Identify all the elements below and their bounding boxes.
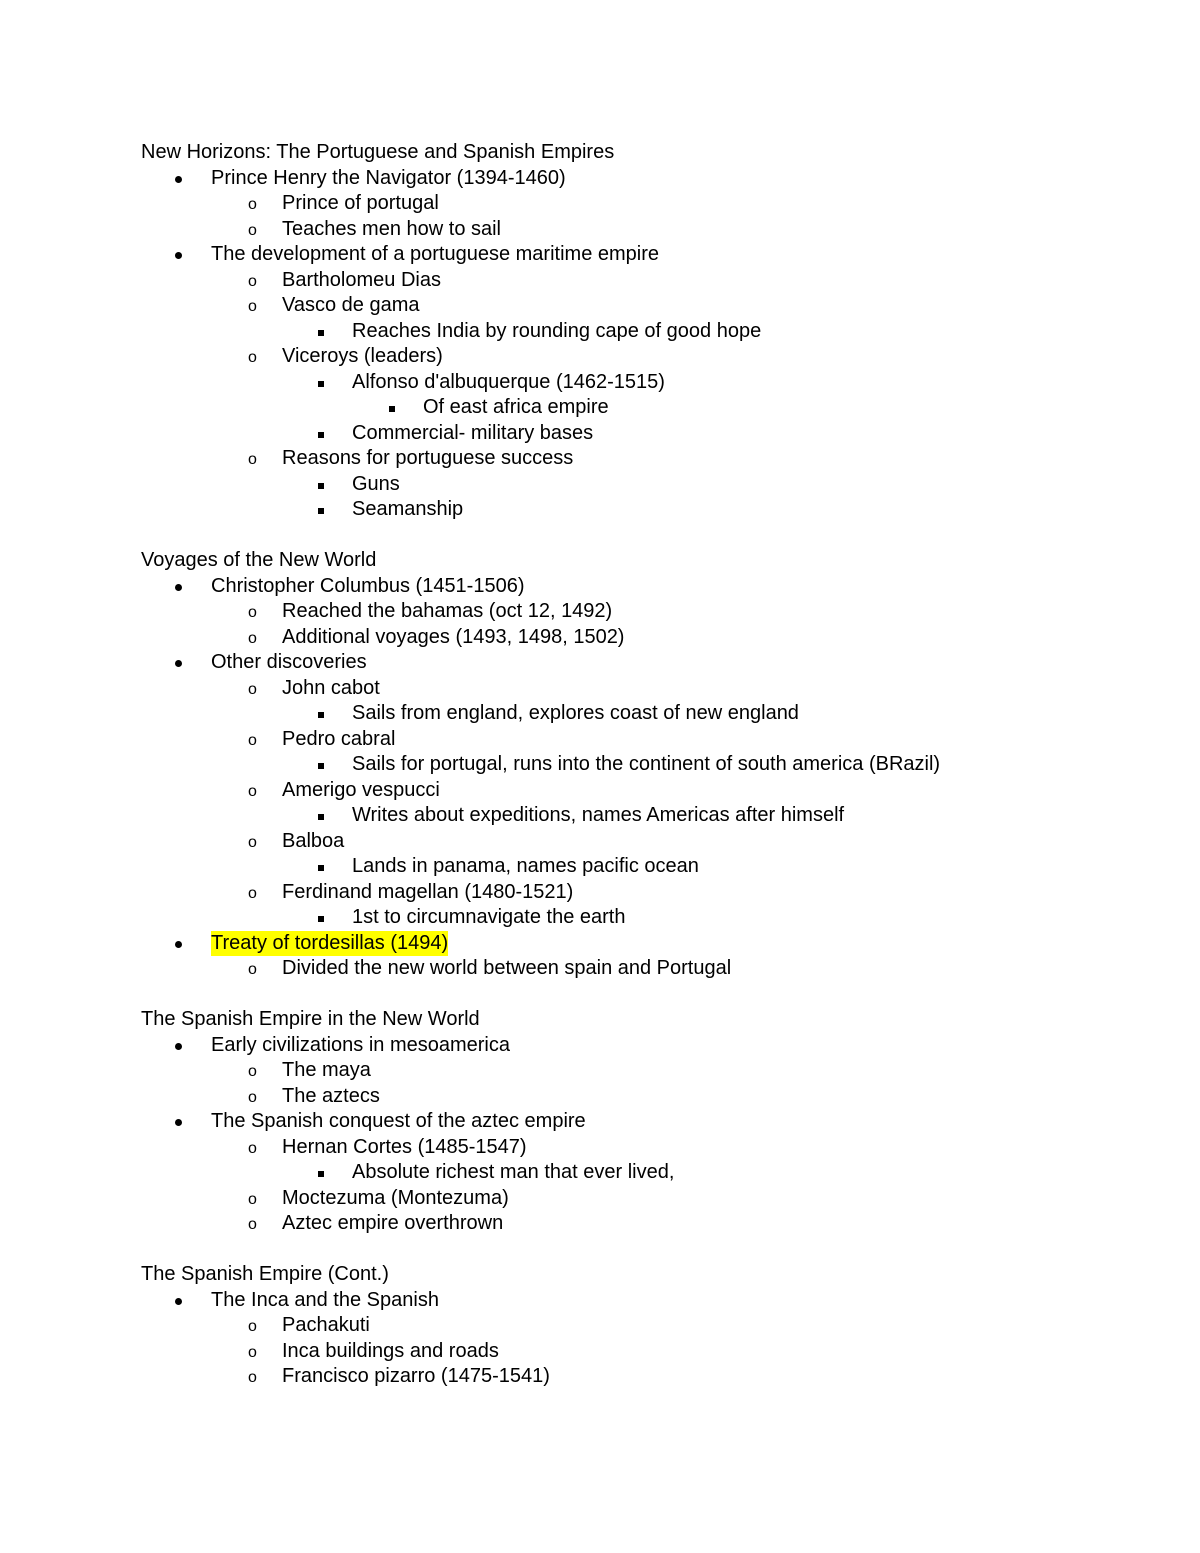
item-text: Reasons for portuguese success — [282, 447, 574, 469]
circle-bullet-icon: o — [248, 1088, 257, 1106]
item-text: The aztecs — [282, 1084, 380, 1107]
list-item — [141, 956, 1141, 982]
list-item — [141, 1058, 1141, 1084]
square-bullet-icon — [318, 330, 324, 336]
list-item — [141, 1084, 1141, 1110]
blank-line — [141, 523, 1141, 549]
item-text: Divided the new world between spain and Portugal — [282, 957, 732, 979]
document-body — [141, 140, 1141, 1390]
list-item — [141, 701, 1141, 727]
item-text: Aztec empire overthrown — [282, 1212, 504, 1234]
bullet-icon — [175, 1119, 182, 1126]
section-heading — [141, 140, 1141, 166]
item-text: Prince Henry the Navigator (1394-1460) — [211, 166, 566, 189]
item-text: John cabot — [282, 676, 380, 699]
circle-bullet-icon: o — [248, 196, 257, 213]
item-text: Moctezuma (Montezuma) — [282, 1186, 509, 1209]
circle-bullet-icon: o — [248, 604, 257, 621]
list-item — [141, 854, 1141, 880]
bullet-icon — [175, 1298, 182, 1305]
item-text: The Spanish conquest of the aztec empire — [211, 1110, 586, 1132]
circle-bullet-icon: o — [248, 451, 257, 468]
circle-bullet-icon: o — [248, 1369, 257, 1386]
item-text: Sails for portugal, runs into the continent of south america (BRazil) — [352, 753, 941, 775]
list-item — [141, 1339, 1141, 1365]
list-item — [141, 599, 1141, 625]
list-item — [141, 727, 1141, 753]
item-text: Hernan Cortes (1485-1547) — [282, 1135, 527, 1158]
item-text: Seamanship — [352, 498, 464, 520]
list-item — [141, 931, 1141, 957]
blank-line — [141, 982, 1141, 1008]
list-item — [141, 574, 1141, 600]
section-heading — [141, 1007, 1141, 1033]
bullet-icon — [175, 252, 182, 259]
list-item — [141, 344, 1141, 370]
item-text: Pachakuti — [282, 1314, 370, 1336]
item-text: The development of a portuguese maritime empire — [211, 243, 660, 265]
list-item — [141, 166, 1141, 192]
circle-bullet-icon: o — [248, 884, 257, 902]
heading-text: The Spanish Empire in the New World — [141, 1008, 480, 1030]
list-item — [141, 1186, 1141, 1212]
heading-text: The Spanish Empire (Cont.) — [141, 1263, 389, 1285]
item-text: Bartholomeu Dias — [282, 268, 441, 291]
list-item — [141, 472, 1141, 498]
item-text: Pedro cabral — [282, 727, 396, 750]
square-bullet-icon — [318, 432, 324, 438]
list-item — [141, 829, 1141, 855]
item-text: Commercial- military bases — [352, 421, 594, 444]
list-item — [141, 242, 1141, 268]
list-item — [141, 319, 1141, 345]
list-item — [141, 268, 1141, 294]
item-text: Amerigo vespucci — [282, 778, 440, 801]
bullet-icon — [175, 584, 182, 591]
square-bullet-icon — [318, 814, 324, 820]
circle-bullet-icon: o — [248, 1318, 257, 1335]
list-item — [141, 1160, 1141, 1186]
list-item — [141, 1211, 1141, 1237]
list-item — [141, 1288, 1141, 1314]
heading-text: Voyages of the New World — [141, 549, 377, 571]
item-text: Lands in panama, names pacific ocean — [352, 855, 699, 877]
list-item — [141, 905, 1141, 931]
item-text: Sails from england, explores coast of new england — [352, 702, 799, 724]
list-item — [141, 880, 1141, 906]
list-item — [141, 1109, 1141, 1135]
circle-bullet-icon: o — [248, 1216, 257, 1233]
item-text: Other discoveries — [211, 651, 367, 673]
list-item — [141, 217, 1141, 243]
circle-bullet-icon: o — [248, 221, 257, 239]
item-text: Alfonso d'albuquerque (1462-1515) — [352, 370, 665, 393]
item-text: Balboa — [282, 829, 345, 852]
square-bullet-icon — [318, 381, 324, 387]
circle-bullet-icon: o — [248, 833, 257, 851]
bullet-icon — [175, 660, 182, 667]
list-item — [141, 370, 1141, 396]
square-bullet-icon — [318, 1171, 324, 1177]
square-bullet-icon — [318, 483, 324, 489]
bullet-icon — [175, 1043, 182, 1050]
list-item — [141, 1033, 1141, 1059]
item-text: Prince of portugal — [282, 192, 439, 214]
square-bullet-icon — [318, 916, 324, 922]
item-text: Of east africa empire — [423, 396, 609, 418]
section-heading — [141, 548, 1141, 574]
circle-bullet-icon: o — [248, 298, 257, 315]
list-item — [141, 650, 1141, 676]
list-item — [141, 625, 1141, 651]
item-text: Christopher Columbus (1451-1506) — [211, 574, 525, 597]
item-text: Francisco pizarro (1475-1541) — [282, 1365, 550, 1387]
list-item — [141, 446, 1141, 472]
list-item — [141, 778, 1141, 804]
item-text: Additional voyages (1493, 1498, 1502) — [282, 625, 625, 648]
circle-bullet-icon: o — [248, 782, 257, 800]
circle-bullet-icon: o — [248, 680, 257, 698]
list-item — [141, 293, 1141, 319]
list-item — [141, 191, 1141, 217]
item-text: Reached the bahamas (oct 12, 1492) — [282, 600, 613, 622]
item-text: Absolute richest man that ever lived, — [352, 1161, 675, 1183]
item-text: Treaty of tordesillas (1494) — [211, 931, 448, 957]
list-item — [141, 1135, 1141, 1161]
list-item — [141, 676, 1141, 702]
circle-bullet-icon: o — [248, 961, 257, 978]
circle-bullet-icon: o — [248, 1063, 257, 1080]
circle-bullet-icon: o — [248, 1190, 257, 1208]
bullet-icon — [175, 941, 182, 948]
item-text: The maya — [282, 1059, 371, 1081]
item-text: Teaches men how to sail — [282, 217, 502, 240]
item-text: Viceroys (leaders) — [282, 345, 443, 367]
circle-bullet-icon: o — [248, 1139, 257, 1157]
blank-line — [141, 1237, 1141, 1263]
square-bullet-icon — [318, 508, 324, 514]
item-text: 1st to circumnavigate the earth — [352, 906, 626, 928]
square-bullet-icon — [389, 406, 395, 412]
circle-bullet-icon: o — [248, 629, 257, 647]
list-item — [141, 752, 1141, 778]
circle-bullet-icon: o — [248, 272, 257, 290]
item-text: Writes about expeditions, names Americas after himself — [352, 804, 845, 826]
circle-bullet-icon: o — [248, 1343, 257, 1361]
section-heading — [141, 1262, 1141, 1288]
item-text: Inca buildings and roads — [282, 1339, 499, 1362]
square-bullet-icon — [318, 763, 324, 769]
item-text: Vasco de gama — [282, 294, 420, 316]
square-bullet-icon — [318, 712, 324, 718]
square-bullet-icon — [318, 865, 324, 871]
list-item — [141, 803, 1141, 829]
item-text: Reaches India by rounding cape of good hope — [352, 319, 762, 342]
bullet-icon — [175, 176, 182, 183]
list-item — [141, 421, 1141, 447]
list-item — [141, 1313, 1141, 1339]
list-item — [141, 395, 1141, 421]
item-text: Guns — [352, 472, 400, 495]
heading-text: New Horizons: The Portuguese and Spanish Empires — [141, 141, 615, 163]
item-text: Early civilizations in mesoamerica — [211, 1033, 510, 1056]
circle-bullet-icon: o — [248, 349, 257, 366]
item-text: Ferdinand magellan (1480-1521) — [282, 880, 574, 903]
circle-bullet-icon: o — [248, 731, 257, 749]
list-item — [141, 1364, 1141, 1390]
item-text: The Inca and the Spanish — [211, 1288, 439, 1311]
list-item — [141, 497, 1141, 523]
